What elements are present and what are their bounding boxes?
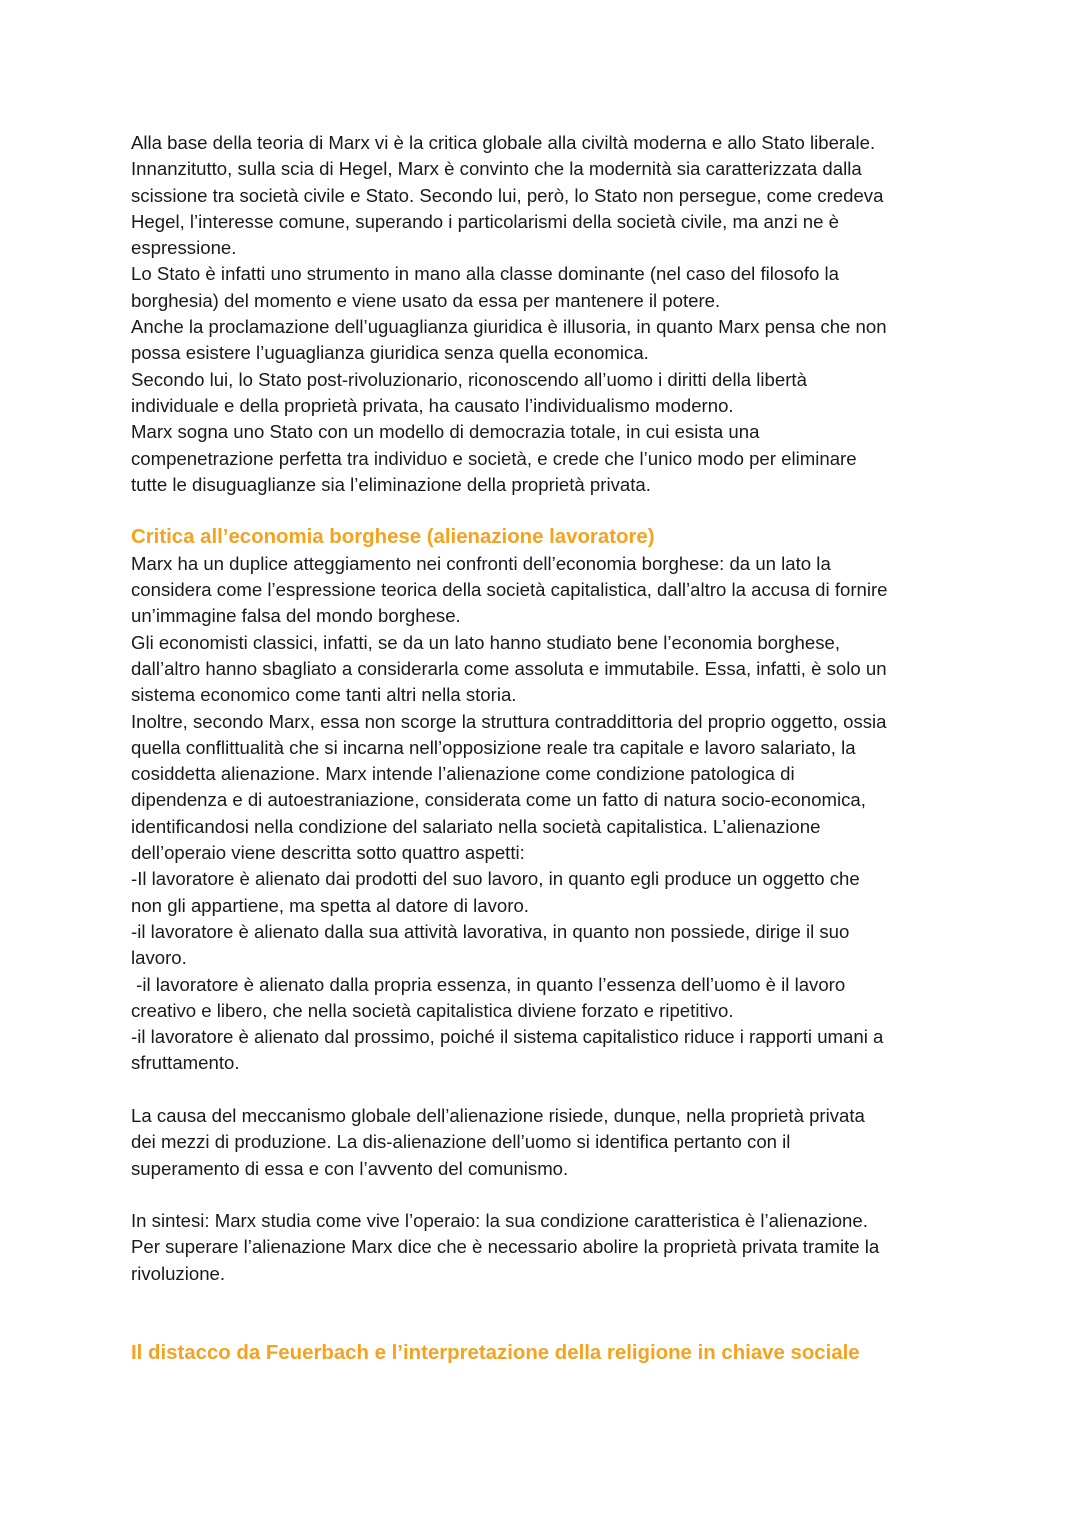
text-line: non gli appartiene, ma spetta al datore di lavoro. [131, 894, 529, 916]
text-line: -il lavoratore è alienato dalla sua attività lavorativa, in quanto non possiede, dirige il suo [131, 920, 850, 942]
text-line: Hegel, l’interesse comune, superando i particolarismi della società civile, ma anzi ne è [131, 210, 839, 232]
economia-paragraph [131, 551, 951, 1077]
text-line: quella conflittualità che si incarna nell’opposizione reale tra capitale e lavoro salariato, la [131, 736, 856, 758]
text-line: possa esistere l’uguaglianza giuridica senza quella economica. [131, 342, 649, 364]
text-line: un’immagine falsa del mondo borghese. [131, 605, 461, 627]
document-page [131, 130, 951, 1366]
text-line: dipendenza e di autoestraniazione, considerata come un fatto di natura socio-economica, [131, 789, 866, 811]
text-line: Gli economisti classici, infatti, se da un lato hanno studiato bene l’economia borghese, [131, 631, 841, 653]
intro-paragraph [131, 130, 951, 498]
text-line: compenetrazione perfetta tra individuo e società, e crede che l’unico modo per eliminare [131, 447, 857, 469]
text-line: Inoltre, secondo Marx, essa non scorge la struttura contraddittoria del proprio oggetto, ossia [131, 710, 887, 732]
spacer [131, 1287, 951, 1313]
text-line: individuale e della proprietà privata, ha causato l’individualismo moderno. [131, 394, 734, 416]
text-line: superamento di essa e con l’avvento del comunismo. [131, 1157, 569, 1179]
text-line: -il lavoratore è alienato dal prossimo, poiché il sistema capitalistico riduce i rapporti umani a [131, 1026, 884, 1048]
spacer [131, 1313, 951, 1339]
text-line: Secondo lui, lo Stato post-rivoluzionario, riconoscendo all’uomo i diritti della libertà [131, 368, 807, 390]
text-line: sistema economico come tanti altri nella storia. [131, 684, 517, 706]
text-line: sfruttamento. [131, 1052, 240, 1074]
text-line: rivoluzione. [131, 1262, 226, 1284]
text-line: dell’operaio viene descritta sotto quattro aspetti: [131, 842, 525, 864]
section-heading-feuerbach: Il distacco da Feuerbach e l’interpretazione della religione in chiave sociale [131, 1341, 860, 1364]
text-line: La causa del meccanismo globale dell’alienazione risiede, dunque, nella proprietà privata [131, 1104, 865, 1126]
text-line: identificandosi nella condizione del salariato nella società capitalistica. L’alienazione [131, 815, 821, 837]
text-line: -Il lavoratore è alienato dai prodotti del suo lavoro, in quanto egli produce un oggetto che [131, 868, 860, 890]
text-line: borghesia) del momento e viene usato da essa per mantenere il potere. [131, 289, 721, 311]
text-line: Lo Stato è infatti uno strumento in mano alla classe dominante (nel caso del filosofo la [131, 263, 840, 285]
text-line: Marx ha un duplice atteggiamento nei confronti dell’economia borghese: da un lato la [131, 552, 831, 574]
spacer [131, 1077, 951, 1103]
spacer [131, 1182, 951, 1208]
causa-paragraph [131, 1103, 951, 1182]
spacer [131, 498, 951, 524]
text-line: Marx sogna uno Stato con un modello di democrazia totale, in cui esista una [131, 421, 760, 443]
text-line: -il lavoratore è alienato dalla propria essenza, in quanto l’essenza dell’uomo è il lavoro [131, 973, 846, 995]
section-heading-economia-borghese: Critica all’economia borghese (alienazione lavoratore) [131, 526, 655, 549]
text-line: espressione. [131, 237, 237, 259]
text-line: Alla base della teoria di Marx vi è la critica globale alla civiltà moderna e allo Stato liberale. [131, 132, 876, 153]
text-line: lavoro. [131, 947, 187, 969]
text-line: creativo e libero, che nella società capitalistica diviene forzato e ripetitivo. [131, 999, 734, 1021]
text-line: Per superare l’alienazione Marx dice che è necessario abolire la proprietà privata tramite la [131, 1236, 880, 1258]
text-line: cosiddetta alienazione. Marx intende l’alienazione come condizione patologica di [131, 763, 795, 785]
text-line: In sintesi: Marx studia come vive l’operaio: la sua condizione caratteristica è l’alienazione. [131, 1210, 868, 1232]
text-line: dei mezzi di produzione. La dis-alienazione dell’uomo si identifica pertanto con il [131, 1131, 791, 1153]
text-line: dall’altro hanno sbagliato a considerarla come assoluta e immutabile. Essa, infatti, è solo un [131, 657, 887, 679]
text-line: Innanzitutto, sulla scia di Hegel, Marx è convinto che la modernità sia caratterizzata dalla [131, 158, 862, 180]
text-line: tutte le disuguaglianze sia l’eliminazione della proprietà privata. [131, 473, 651, 495]
sintesi-paragraph [131, 1208, 951, 1287]
text-line: considera come l’espressione teorica della società capitalistica, dall’altro la accusa di fornire [131, 579, 888, 601]
text-line: scissione tra società civile e Stato. Secondo lui, però, lo Stato non persegue, come credeva [131, 184, 884, 206]
text-line: Anche la proclamazione dell’uguaglianza giuridica è illusoria, in quanto Marx pensa che non [131, 316, 887, 338]
